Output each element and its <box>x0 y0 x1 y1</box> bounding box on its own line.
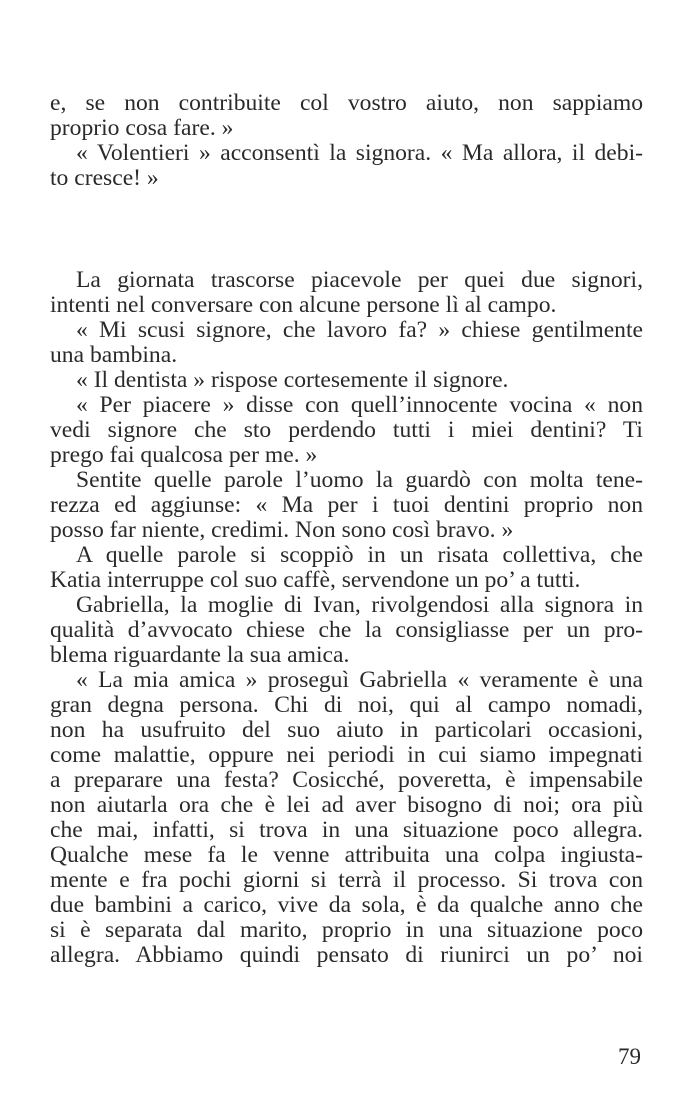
text-line: « Mi scusi signore, che lavoro fa? » chiese gentilmente <box>76 317 643 343</box>
text-line: come malattie, oppure nei periodi in cui siamo impegnati <box>50 742 643 768</box>
text-line: posso far niente, credimi. Non sono così bravo. » <box>50 517 514 543</box>
text-line: « Volentieri » acconsentì la signora. « Ma allora, il debi- <box>76 140 643 166</box>
text-line: qualità d’avvocato chiese che la consigliasse per un pro- <box>50 617 643 643</box>
text-line: non aiutarla ora che è lei ad aver bisogno di noi; ora più <box>50 792 643 818</box>
text-line: Gabriella, la moglie di Ivan, rivolgendosi alla signora in <box>76 592 643 618</box>
text-line: e, se non contribuite col vostro aiuto, non sappiamo <box>50 90 643 116</box>
text-line: a preparare una festa? Cosicché, poveretta, è impensabile <box>50 767 643 793</box>
text-line: una bambina. <box>50 342 178 368</box>
text-line: allegra. Abbiamo quindi pensato di riunirci un po’ noi <box>50 942 643 968</box>
text-line: « Per piacere » disse con quell’innocente vocina « non <box>76 392 643 418</box>
text-line: due bambini a carico, vive da sola, è da qualche anno che <box>50 892 643 918</box>
text-line: vedi signore che sto perdendo tutti i miei dentini? Ti <box>50 417 643 443</box>
text-line: Katia interruppe col suo caffè, servendone un po’ a tutti. <box>50 567 581 593</box>
text-line: prego fai qualcosa per me. » <box>50 442 318 468</box>
text-line: si è separata dal marito, proprio in una situazione poco <box>50 917 643 943</box>
text-block-top <box>50 91 643 191</box>
text-line: Qualche mese fa le venne attribuita una colpa ingiusta- <box>50 842 643 868</box>
text-line: blema riguardante la sua amica. <box>50 642 350 668</box>
text-line: « La mia amica » proseguì Gabriella « veramente è una <box>76 667 643 693</box>
text-line: A quelle parole si scoppiò in un risata collettiva, che <box>76 542 643 568</box>
text-line: rezza ed aggiunse: « Ma per i tuoi dentini proprio non <box>50 492 643 518</box>
text-line: intenti nel conversare con alcune persone lì al campo. <box>50 292 557 318</box>
page-number: 79 <box>618 1044 641 1069</box>
text-line: to cresce! » <box>50 165 159 191</box>
text-line: non ha usufruito del suo aiuto in particolari occasioni, <box>50 717 643 743</box>
text-line: mente e fra pochi giorni si terrà il processo. Si trova con <box>50 867 643 893</box>
text-line: proprio cosa fare. » <box>50 115 234 141</box>
text-block-main <box>50 268 643 968</box>
text-line: Sentite quelle parole l’uomo la guardò con molta tene- <box>76 467 643 493</box>
text-line: « Il dentista » rispose cortesemente il signore. <box>76 367 509 393</box>
text-line: La giornata trascorse piacevole per quei due signori, <box>76 267 643 293</box>
text-line: che mai, infatti, si trova in una situazione poco allegra. <box>50 817 643 843</box>
text-line: gran degna persona. Chi di noi, qui al campo nomadi, <box>50 692 643 718</box>
